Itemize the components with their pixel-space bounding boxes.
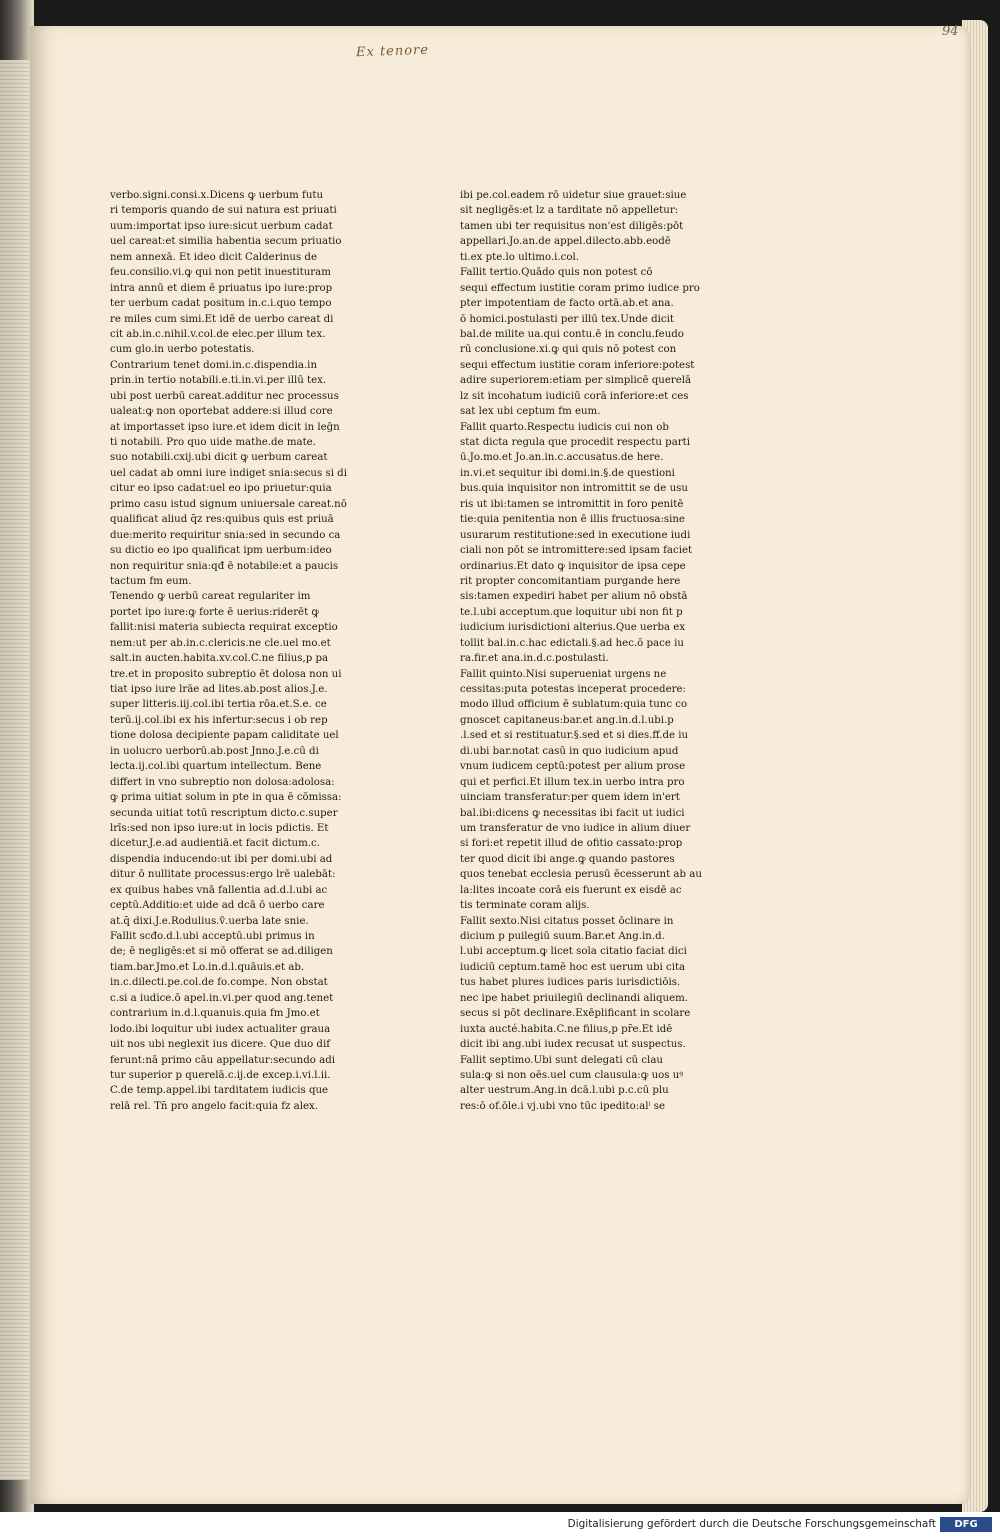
text-line: quos tenebat ecclesia perusū ēcesserunt ab au: [460, 869, 702, 881]
text-line: Fallit septimo.Ubi sunt delegati cū clau: [460, 1054, 663, 1066]
text-line: iudicium iurisdictioni alterius.Que uerba ex: [460, 622, 686, 634]
text-line: si fori:et repetit illud de ofitio cassato:prop: [460, 838, 683, 850]
text-line: ibi pe.col.eadem rō uidetur siue grauet:siue: [460, 190, 687, 201]
text-line: res:ō of.ōle.i vj.ubi vno tūc ipedito:alⁱ se: [460, 1100, 666, 1112]
text-line: Fallit scđo.d.l.ubi acceptū.ubi primus in: [110, 931, 315, 942]
text-line: ti notabili. Pro quo uide mathe.de mate.: [110, 437, 316, 448]
text-line: contrarium in.d.l.quanuis.quia fm Jmo.et: [110, 1008, 320, 1020]
text-line: secus si pōt declinare.Exēplificant in scolare: [460, 1008, 691, 1020]
text-line: citur eo ipso cadat:uel eo ipo priuetur:quia: [110, 483, 332, 495]
text-line: iuxta aucté.habita.C.ne filius,p pr̄e.Et idē: [460, 1023, 673, 1035]
text-line: primo casu istud signum uniuersale careat.nō: [110, 498, 347, 510]
text-line: tre.et in proposito subreptio ēt dolosa non ui: [110, 668, 342, 680]
funding-credit: Digitalisierung gefördert durch die Deutsche Forschungsgemeinschaft: [567, 1518, 936, 1530]
text-line: bus.quia inquisitor non intromittit se de usu: [460, 483, 688, 495]
text-line: nem annexā. Et ideo dicit Calderinus de: [110, 251, 317, 263]
text-line: qualificat aliud q̄z res:quibus quis est priuā: [110, 514, 334, 526]
text-line: portet ipo iure:ꝙ forte ē uerius:riderēt ꝙ: [110, 606, 320, 618]
folio-number: 94: [942, 24, 959, 39]
text-line: fallit:nisi materia subiecta requirat exceptio: [110, 622, 338, 634]
text-line: prin.in tertio notabili.e.ti.in.vi.per illū tex.: [110, 375, 327, 387]
text-line: in.vi.et sequitur ibi domi.in.§.de questioni: [460, 467, 675, 479]
text-line: secunda uitiat totū rescriptum dicto.c.super: [110, 807, 338, 819]
text-line: ri temporis quando de sui natura est priuati: [110, 205, 337, 217]
text-line: sula:ꝙ si non oēs.uel cum clausula:ꝙ uos uꝰ: [460, 1069, 684, 1081]
text-line: gnoscet capitaneus:bar.et ang.in.d.l.ubi.p: [460, 714, 674, 726]
text-line: salt.in aucten.habita.xv.col.C.ne filius,p pa: [110, 653, 329, 665]
text-line: Fallit quinto.Nisi superueniat urgens ne: [460, 668, 667, 680]
text-line: ditur ō nullitate processus:ergo lrē ualebāt:: [110, 869, 336, 881]
text-line: rū conclusione.xi.ꝙ qui quis nō potest con: [460, 344, 677, 356]
text-line: ter uerbum cadat positum in.c.i.quo tempo: [110, 298, 332, 310]
handwritten-marginalia: Ex tenore: [355, 42, 430, 61]
text-line: ceptū.Additio:et uide ad dcā ō uerbo care: [110, 900, 325, 912]
text-line: lecta.ij.col.ibi quartum intellectum. Bene: [110, 761, 322, 773]
text-line: C.de temp.appel.ibi tarditatem iudicis que: [110, 1085, 329, 1097]
text-line: dicium p puilegiū suum.Bar.et Ang.in.d.: [460, 931, 665, 942]
text-line: vnum iudicem ceptū:potest per alium prose: [460, 761, 686, 773]
text-line: stat dicta regula que procedit respectu parti: [460, 437, 690, 448]
text-line: differt in vno subreptio non dolosa:adolosa:: [110, 776, 335, 788]
text-line: su dictio eo ipo qualificat ipm uerbum:ideo: [110, 545, 332, 557]
text-line: super litteris.iij.col.ibi tertia rōa.et.S.e. ce: [110, 699, 327, 711]
text-line: tamen ubi ter requisitus non'est diligēs:pōt: [460, 220, 684, 232]
digitization-footer: [0, 1512, 1000, 1537]
text-line: Fallit tertio.Quādo quis non potest cō: [460, 267, 653, 279]
text-line: tiat ipso iure lrāe ad lites.ab.post alios.J.e.: [110, 684, 328, 695]
text-line: rit propter concomitantiam purgande here: [460, 575, 681, 587]
text-line: relā rel. Tn̄ pro angelo facit:quia fz alex.: [110, 1100, 318, 1112]
text-line: usurarum restitutione:sed in executione iudi: [460, 529, 691, 541]
text-line: at importasset ipso iure.et idem dicit in leḡn: [110, 421, 340, 433]
text-line: cit ab.in.c.nihil.v.col.de elec.per illum tex.: [110, 328, 326, 340]
text-line: ō homici.postulasti per illū tex.Unde dicit: [460, 313, 674, 325]
text-line: iudiciū ceptum.tamē hoc est uerum ubi cita: [460, 961, 686, 973]
text-line: qui et perfici.Et illum tex.in uerbo intra pro: [460, 776, 685, 788]
text-line: sequi effectum iustitie coram primo iudice pro: [460, 282, 700, 294]
text-line: tactum fm eum.: [110, 575, 192, 587]
text-line: in.c.dilecti.pe.col.de fo.compe. Non obstat: [110, 977, 328, 989]
text-line: ferunt:nā primo cāu appellatur:secundo adi: [110, 1054, 335, 1066]
text-line: uel cadat ab omni iure indiget snia:secus si di: [110, 467, 347, 479]
text-line: alter uestrum.Ang.in dcā.l.ubi p.c.cū plu: [460, 1085, 669, 1097]
text-line: bal.ibi:dicens ꝙ necessitas ibi facit ut iudici: [460, 807, 685, 819]
text-line: uum:importat ipso iure:sicut uerbum cadat: [110, 220, 333, 232]
text-line: terū.ij.col.ibi ex his infertur:secus i ob rep: [110, 714, 328, 726]
text-line: non requiritur snia:qđ ē notabile:et a paucis: [110, 560, 339, 572]
text-line: appellari.Jo.an.de appel.dilecto.abb.eodē: [460, 236, 671, 248]
left-page-edge: [0, 60, 30, 1480]
text-line: ra.fir.et ana.in.d.c.postulasti.: [460, 653, 609, 665]
text-line: ciali non pōt se intromittere:sed ipsam faciet: [460, 545, 693, 557]
text-line: uinciam transferatur:per quem idem in'ert: [460, 792, 680, 804]
text-line: Fallit sexto.Nisi citatus posset ōclinare in: [460, 915, 674, 927]
text-line: nem:ut per ab.in.c.clericis.ne cle.uel mo.et: [110, 637, 331, 649]
text-line: Tenendo ꝙ uerbū careat regulariter im: [110, 591, 311, 603]
text-line: ꝙ prima uitiat solum in pte in qua ē cōmissa:: [110, 792, 342, 804]
text-line: lrīs:sed non ipso iure:ut in locis pdictis. Et: [110, 822, 329, 834]
text-line: uel careat:et similia habentia secum priuatio: [110, 236, 342, 248]
text-line: tus habet plures iudices paris iurisdictiōis.: [460, 977, 681, 989]
text-line: Contrarium tenet domi.in.c.dispendia.in: [110, 359, 318, 371]
text-line: sat lex ubi ceptum fm eum.: [460, 406, 601, 418]
right-text-column: [460, 188, 710, 1114]
text-line: tione dolosa decipiente papam caliditate uel: [110, 730, 339, 742]
text-line: tie:quia penitentia non ē illis fructuosa:sine: [460, 514, 685, 526]
text-line: sit negligēs:et lz a tarditate nō appelletur:: [460, 205, 679, 217]
text-line: te.l.ubi acceptum.que loquitur ubi non fit p: [460, 606, 683, 618]
text-line: ti.ex pte.lo ultimo.i.col.: [460, 251, 579, 263]
text-line: ū.Jo.mo.et Jo.an.in.c.accusatus.de here.: [460, 452, 664, 464]
text-line: de; ē negligēs:et si mō offerat se ad.diligen: [110, 946, 333, 958]
text-line: re miles cum simi.Et idē de uerbo careat di: [110, 313, 334, 325]
text-line: nec ipe habet priuilegiū declinandi aliquem.: [460, 992, 689, 1004]
text-line: ris ut ibi:tamen se intromittit in foro penitē: [460, 498, 684, 510]
text-line: due:merito requiritur snia:sed in secundo ca: [110, 529, 341, 541]
text-line: .l.sed et si restituatur.§.sed et si dies.ff.de iu: [460, 730, 689, 742]
text-line: verbo.signi.consi.x.Dicens ꝙ uerbum futu: [110, 190, 324, 201]
text-line: cessitas:puta potestas inceperat procedere:: [460, 684, 686, 695]
text-line: sis:tamen expediri habet per alium nō obstā: [460, 591, 688, 603]
text-line: uit nos ubi neglexit ius dicere. Que duo dif: [110, 1039, 330, 1051]
text-line: tis terminate coram alijs.: [460, 900, 590, 912]
text-line: tiam.bar.Jmo.et Lo.in.d.l.quāuis.et ab.: [110, 961, 305, 973]
left-text-column: [110, 188, 366, 1114]
text-line: tur superior p querelā.c.ij.de excep.i.vi.l.ii.: [110, 1069, 331, 1081]
text-line: um transferatur de vno iudice in alium diuer: [460, 822, 691, 834]
text-line: la:lites incoate corā eis fuerunt ex eisdē ac: [460, 884, 682, 896]
text-line: ubi post uerbū careat.additur nec processus: [110, 390, 339, 402]
text-line: modo illud officium ē sublatum:quia tunc co: [460, 699, 688, 711]
text-line: dicetur.J.e.ad audientiā.et facit dictum.c.: [110, 838, 320, 850]
text-line: l.ubi acceptum.ꝙ licet sola citatio faciat dici: [460, 946, 687, 958]
text-line: cum glo.in uerbo potestatis.: [110, 344, 255, 356]
text-line: intra annū et diem ē priuatus ipo iure:prop: [110, 282, 333, 294]
text-line: ordinarius.Et dato ꝙ inquisitor de ipsa cepe: [460, 560, 686, 572]
text-line: ualeat:ꝙ non oportebat addere:si illud core: [110, 406, 333, 418]
text-line: ex quibus habes vnā fallentia ad.d.l.ubi ac: [110, 884, 328, 896]
text-line: bal.de milite ua.qui contu.ē in conclu.feudo: [460, 328, 684, 340]
text-line: pter impotentiam de facto ortā.ab.et ana.: [460, 298, 674, 310]
text-line: at.q̄ dixi.J.e.Rodulius.ṽ.uerba late snie.: [110, 915, 309, 927]
text-line: dispendia inducendo:ut ibi per domi.ubi ad: [110, 853, 333, 865]
text-line: c.si a iudice.ō apel.in.vi.per quod ang.tenet: [110, 992, 334, 1004]
text-line: dicit ibi ang.ubi iudex recusat ut suspectus.: [460, 1039, 686, 1051]
text-line: in uolucro uerborū.ab.post Jnno.J.e.cū di: [110, 745, 319, 757]
text-line: lz sit incohatum iudiciū corā inferiore:et ces: [460, 390, 689, 402]
text-line: di.ubi bar.notat casū in quo iudicium apud: [460, 745, 679, 757]
text-line: ter quod dicit ibi ange.ꝙ quando pastores: [460, 853, 675, 865]
text-line: adire superiorem:etiam per simplicē querelā: [460, 375, 692, 387]
text-line: Fallit quarto.Respectu iudicis cui non ob: [460, 421, 669, 433]
text-line: sequi effectum iustitie coram inferiore:potest: [460, 359, 695, 371]
text-line: tollit bal.in.c.hac edictali.§.ad hec.ō pace iu: [460, 637, 684, 649]
text-line: feu.consilio.vi.ꝙ qui non petit inuestituram: [110, 267, 331, 279]
dfg-logo: DFG: [940, 1517, 992, 1532]
text-line: suo notabili.cxij.ubi dicit ꝙ uerbum careat: [110, 452, 328, 464]
text-line: lodo.ibi loquitur ubi iudex actualiter graua: [110, 1023, 331, 1035]
